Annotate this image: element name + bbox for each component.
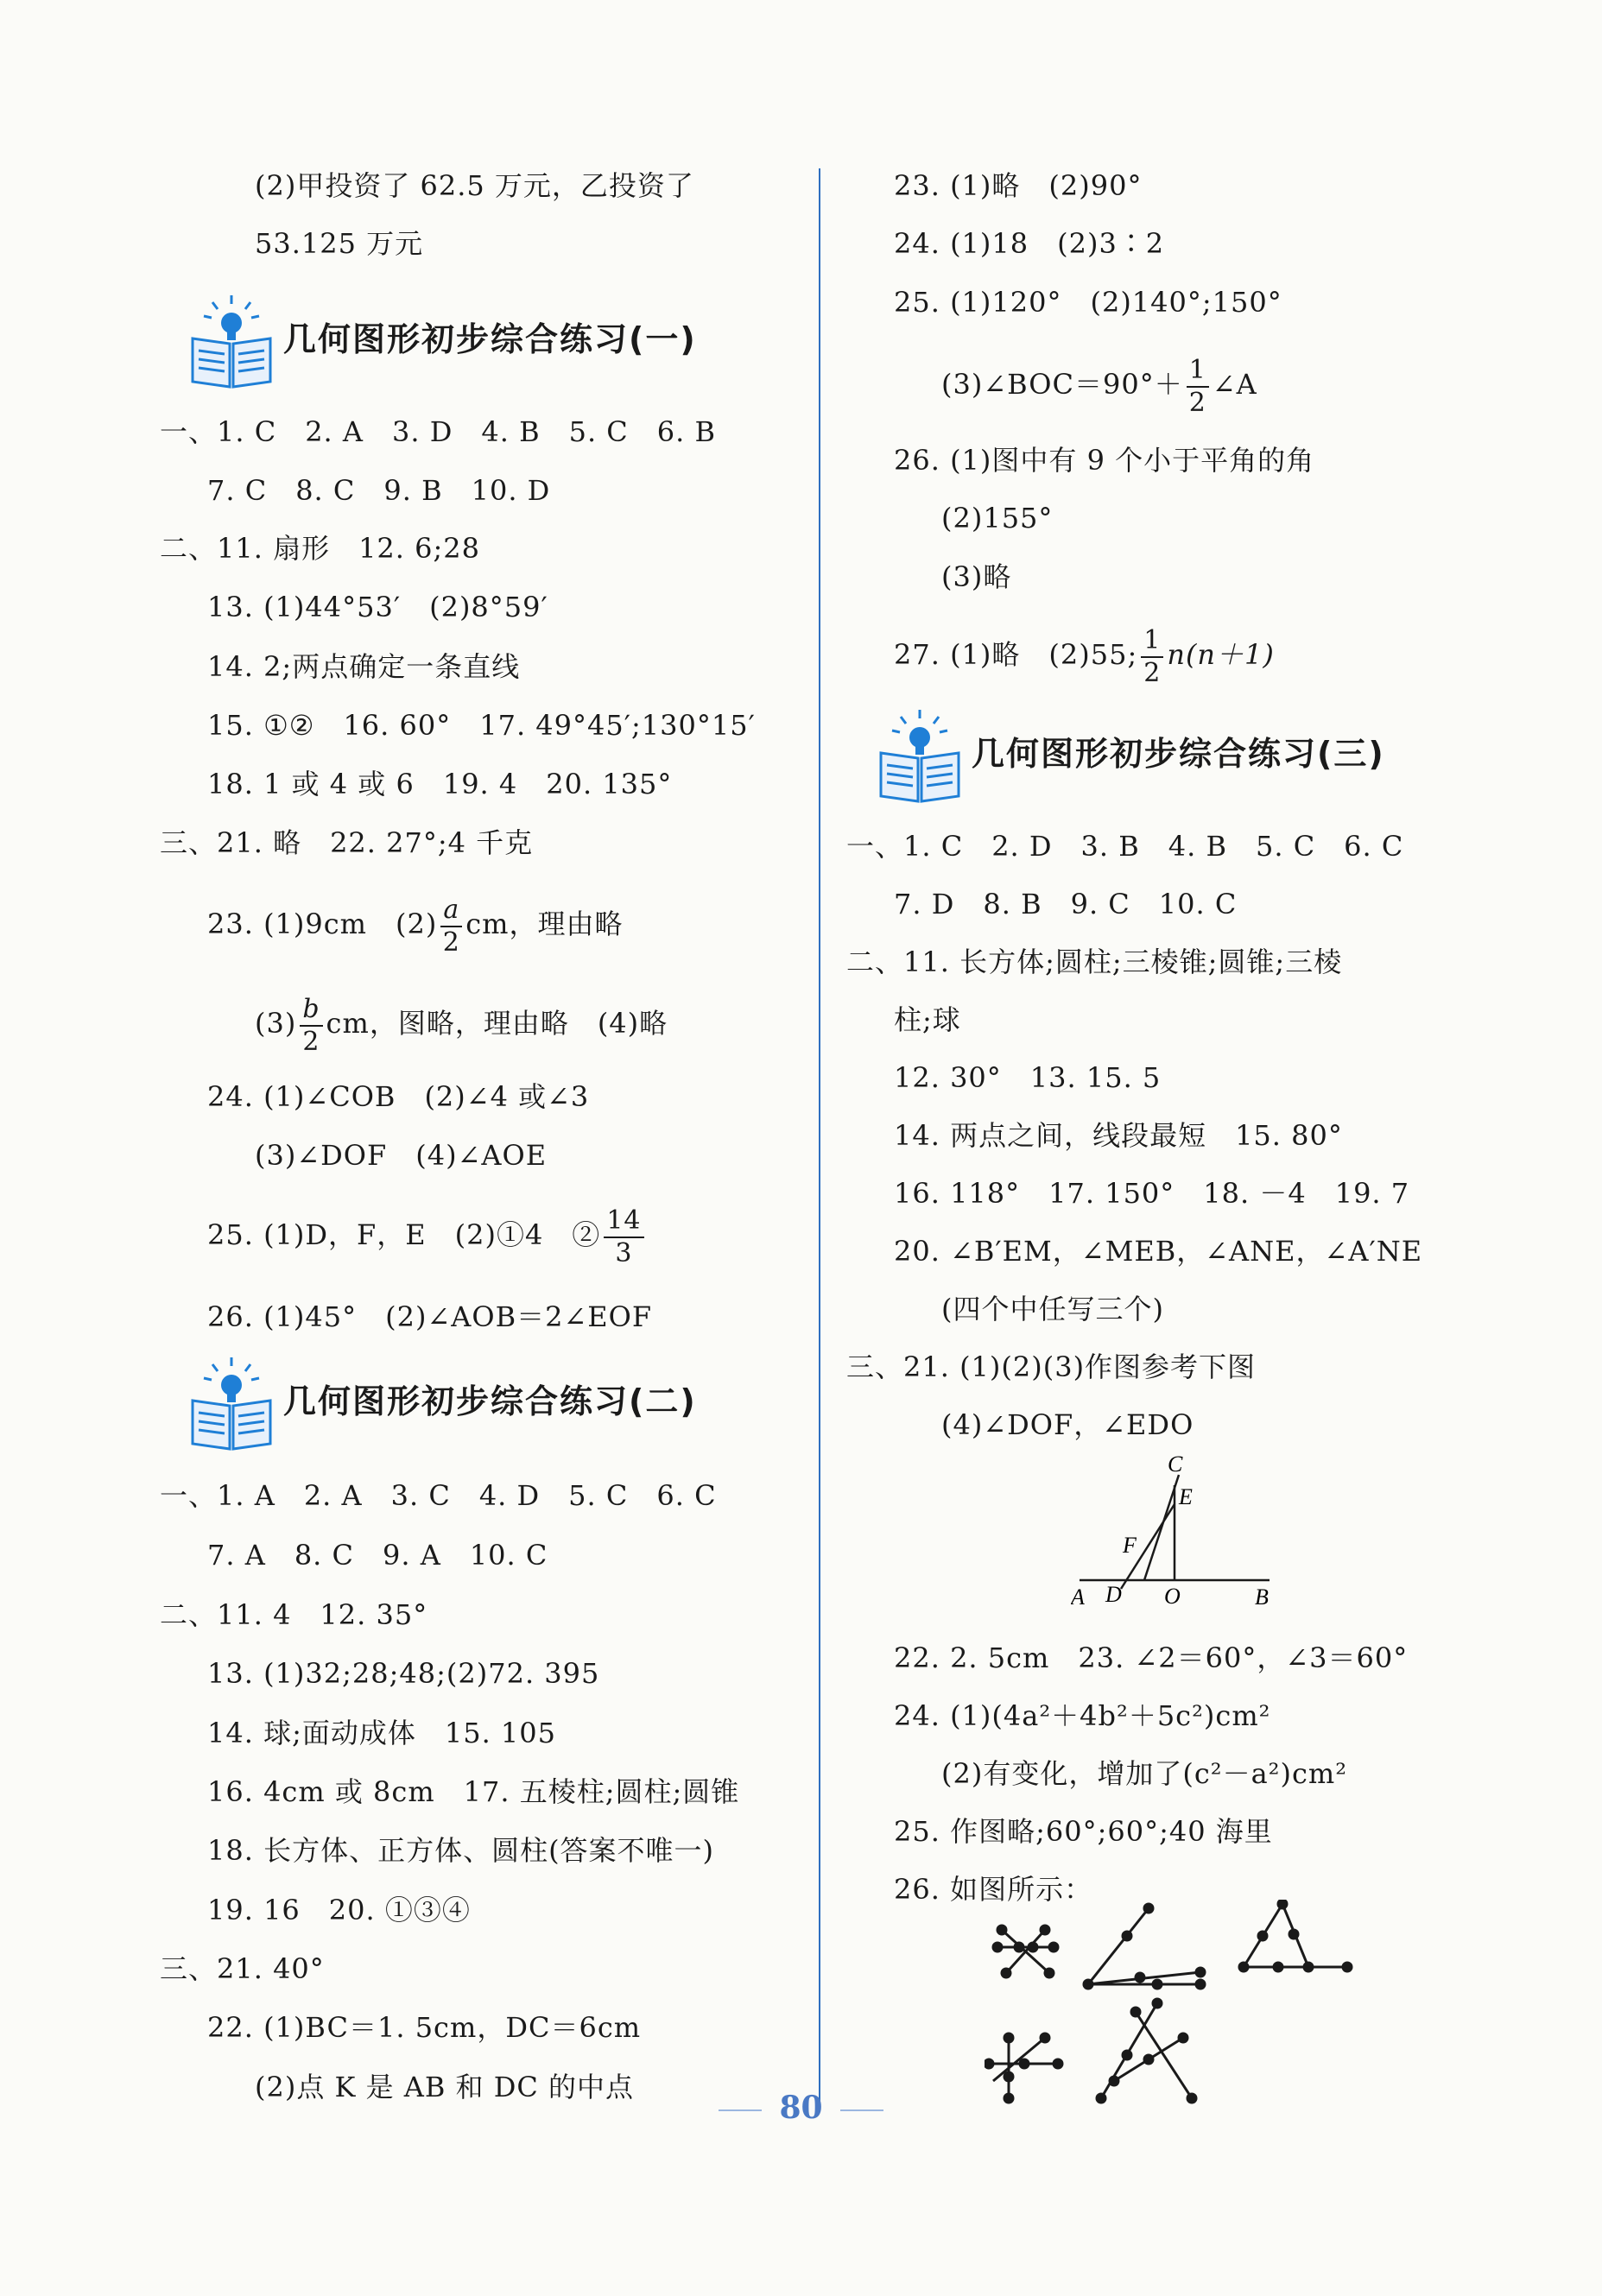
- answer-line: 7. D 8. B 9. C 10. C: [894, 888, 1238, 920]
- text: (3): [255, 1007, 297, 1040]
- text: (3)∠BOC＝90°＋: [941, 368, 1183, 401]
- answer-line: 16. 118° 17. 150° 18. －4 19. 7: [894, 1177, 1410, 1210]
- answer-line: 20. ∠B′EM，∠MEB，∠ANE，∠A′NE: [894, 1235, 1423, 1268]
- answer-line: 一、1. C 2. A 3. D 4. B 5. C 6. B: [160, 415, 716, 448]
- denominator: 3: [615, 1237, 633, 1268]
- answer-line: 三、21. 40°: [160, 1952, 325, 1985]
- answer-line: (3)∠DOF (4)∠AOE: [255, 1139, 548, 1172]
- denominator: 2: [1188, 387, 1206, 418]
- dot-figure-3: [1239, 1900, 1352, 1971]
- answer-line: (2)点 K 是 AB 和 DC 的中点: [255, 2071, 635, 2103]
- angle-figure: [1071, 1451, 1295, 1615]
- page-number: [0, 2090, 1602, 2126]
- label-E: E: [1179, 1484, 1193, 1509]
- section-title-2: 几何图形初步综合练习(二): [283, 1382, 697, 1420]
- answer-line: 24. (1)18 (2)3∶2: [894, 227, 1165, 260]
- answer-line: 22. (1)BC＝1. 5cm，DC＝6cm: [207, 2011, 642, 2044]
- numerator: 1: [1187, 355, 1209, 388]
- answer-line: 14. 两点之间，线段最短 15. 80°: [894, 1119, 1343, 1152]
- text: cm，图略，理由略 (4)略: [326, 1007, 668, 1040]
- text: n(n＋1): [1167, 638, 1275, 671]
- answer-line: 三、21. (1)(2)(3)作图参考下图: [846, 1350, 1257, 1383]
- answer-line: 13. (1)32;28;48;(2)72. 395: [207, 1657, 600, 1690]
- book-bulb-icon: [188, 294, 275, 389]
- answer-line: 18. 1 或 4 或 6 19. 4 20. 135°: [207, 768, 673, 800]
- answer-line: 26. (1)图中有 9 个小于平角的角: [894, 444, 1315, 477]
- answer-line: 一、1. C 2. D 3. B 4. B 5. C 6. C: [846, 830, 1404, 863]
- answer-line: 15. ①② 16. 60° 17. 49°45′;130°15′: [207, 709, 756, 742]
- label-A: A: [1071, 1584, 1085, 1610]
- answer-line: 7. A 8. C 9. A 10. C: [207, 1539, 548, 1572]
- section-title-1: 几何图形初步综合练习(一): [283, 320, 697, 358]
- label-C: C: [1168, 1452, 1183, 1477]
- answer-line: 7. C 8. C 9. B 10. D: [207, 474, 551, 507]
- dot-figure-5: [1097, 1999, 1196, 2103]
- answer-line: (3)略: [941, 560, 1012, 593]
- section-header-3: [877, 708, 1567, 786]
- label-O: O: [1164, 1584, 1181, 1609]
- answer-line-q25: [207, 1200, 648, 1269]
- denominator: 2: [442, 927, 460, 958]
- answer-line: 14. 球;面动成体 15. 105: [207, 1717, 556, 1749]
- answer-line: 一、1. A 2. A 3. C 4. D 5. C 6. C: [160, 1479, 717, 1512]
- numerator: 14: [604, 1205, 643, 1238]
- answer-line: 柱;球: [894, 1003, 961, 1036]
- fraction: [1187, 355, 1209, 419]
- text: cm，理由略: [465, 908, 624, 940]
- dot-figure-1: [993, 1926, 1058, 1977]
- answer-line: 18. 长方体、正方体、圆柱(答案不唯一): [207, 1834, 715, 1867]
- section-header-2: [188, 1356, 793, 1433]
- answer-line: 二、11. 扇形 12. 6;28: [160, 532, 480, 565]
- label-F: F: [1123, 1533, 1137, 1558]
- answer-line: 25. (1)120° (2)140°;150°: [894, 286, 1282, 319]
- numerator: a: [440, 895, 462, 927]
- answer-line-q23b: [255, 989, 668, 1058]
- dot-figure-2: [1084, 1904, 1205, 1989]
- answer-line: (2)155°: [941, 502, 1054, 534]
- book-bulb-icon: [188, 1356, 275, 1451]
- dot-line-figures: [985, 1900, 1373, 2116]
- section-header-1: [188, 294, 793, 371]
- answer-line: 26. (1)45° (2)∠AOB＝2∠EOF: [207, 1300, 653, 1333]
- column-divider: [819, 168, 820, 2103]
- intro-line-1: (2)甲投资了 62.5 万元，乙投资了: [255, 169, 694, 202]
- answer-line: 二、11. 4 12. 35°: [160, 1598, 428, 1631]
- numerator: b: [300, 994, 322, 1027]
- numerator: 1: [1141, 625, 1163, 658]
- answer-line: (四个中任写三个): [941, 1293, 1164, 1325]
- answer-line: 19. 16 20. ①③④: [207, 1894, 471, 1926]
- text: 27. (1)略 (2)55;: [894, 638, 1138, 671]
- answer-line: 24. (1)∠COB (2)∠4 或∠3: [207, 1080, 590, 1113]
- answer-line: 16. 4cm 或 8cm 17. 五棱柱;圆柱;圆锥: [207, 1775, 740, 1808]
- answer-line: 三、21. 略 22. 27°;4 千克: [160, 826, 534, 859]
- book-bulb-icon: [877, 708, 963, 803]
- intro-line-2: 53.125 万元: [255, 227, 424, 260]
- label-D: D: [1105, 1582, 1122, 1607]
- dash-right: [840, 2109, 883, 2111]
- page-number-text: 80: [779, 2090, 823, 2126]
- label-B: B: [1255, 1584, 1269, 1610]
- answer-line: 二、11. 长方体;圆柱;三棱锥;圆锥;三棱: [846, 946, 1343, 978]
- answer-line-q25c: [941, 350, 1257, 419]
- denominator: 2: [302, 1026, 320, 1057]
- answer-line: 26. 如图所示：: [894, 1873, 1093, 1906]
- fraction: [604, 1205, 643, 1269]
- answer-line: 23. (1)略 (2)90°: [894, 169, 1143, 202]
- dash-left: [719, 2109, 762, 2111]
- answer-line: 22. 2. 5cm 23. ∠2＝60°，∠3＝60°: [894, 1641, 1409, 1674]
- denominator: 2: [1143, 657, 1162, 688]
- answer-line: 25. 作图略;60°;60°;40 海里: [894, 1815, 1273, 1848]
- fraction: [440, 895, 462, 958]
- fraction: [1141, 625, 1163, 689]
- answer-line: (4)∠DOF，∠EDO: [941, 1408, 1194, 1441]
- section-title-3: 几何图形初步综合练习(三): [972, 735, 1385, 773]
- text: ∠A: [1212, 368, 1257, 401]
- answer-line: 12. 30° 13. 15. 5: [894, 1061, 1162, 1094]
- answer-line: (2)有变化，增加了(c²－a²)cm²: [941, 1757, 1348, 1790]
- answer-line: 14. 2;两点确定一条直线: [207, 650, 521, 683]
- answer-line: 24. (1)(4a²＋4b²＋5c²)cm²: [894, 1699, 1271, 1732]
- answer-line: 13. (1)44°53′ (2)8°59′: [207, 591, 548, 623]
- text: 23. (1)9cm (2): [207, 908, 438, 940]
- answer-line-q27: [894, 620, 1275, 689]
- text: 25. (1)D，F，E (2)①4 ②: [207, 1218, 601, 1251]
- fraction: [300, 994, 322, 1058]
- answer-line-q23a: [207, 889, 624, 958]
